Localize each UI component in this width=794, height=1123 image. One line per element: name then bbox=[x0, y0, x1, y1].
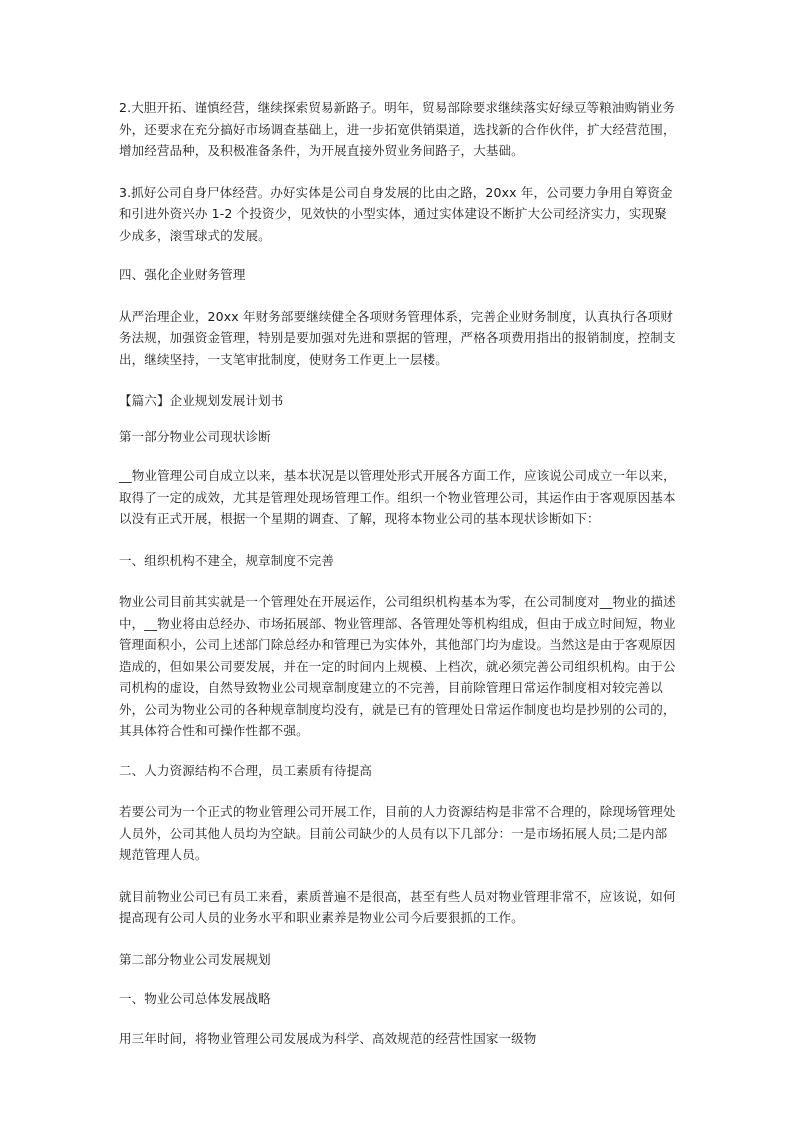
heading-part-two: 第二部分物业公司发展规划 bbox=[119, 951, 271, 967]
heading-finance: 四、强化企业财务管理 bbox=[119, 267, 246, 282]
heading-overall-strategy: 一、物业公司总体发展战略 bbox=[119, 991, 271, 1006]
paragraph-human-resources: 若要公司为一个正式的物业管理公司开展工作，目前的人力资源结构是非常不合理的，除现场管理处人员外，公司其他人员均为空缺。目前公司缺少的人员有以下几部分：一是市场拓展人员;二是内部规范管理人员。 bbox=[119, 804, 676, 862]
paragraph-organization: 物业公司目前其实就是一个管理处在开展运作，公司组织机构基本为零，在公司制度对__物业的描述中，__物业将由总经办、市场拓展部、物业管理部、各管理处等机构组成，但由于成立时间短，物业管理面积小，公司上述部门除总经办和管理已为实体外，其他部门均为虚设。当然这是由于客观原因造成的，但如果公司要发展，并在一定的时间内上规模、上档次，就必须完善公司组织机构。由于公司机构的虚设，自然导致物业公司规章制度建立的不完善，目前除管理日常运作制度相对较完善以外，公司为物业公司的各种规章制度均没有，就是已有的管理处日常运作制度也均是抄别的公司的，其具体符合性和可操作性都不强。 bbox=[119, 594, 676, 738]
paragraph-own-entity: 3.抓好公司自身尸体经营。办好实体是公司自身发展的比由之路，20xx 年，公司要力争用自筹资金和引进外资兴办 1-2 个投资少，见效快的小型实体，通过实体建设不断扩大公司经济实力，实现聚少成多，滚雪球式的发展。 bbox=[119, 184, 673, 243]
heading-human-resources: 二、人力资源结构不合理，员工素质有待提高 bbox=[119, 762, 373, 778]
document-page bbox=[119, 97, 679, 1049]
heading-organization: 一、组织机构不建全，规章制度不完善 bbox=[119, 552, 335, 568]
paragraph-company-status: __物业管理公司自成立以来，基本状况是以管理处形式开展各方面工作，应该说公司成立一年以来，取得了一定的成效，尤其是管理处现场管理工作。组织一个物业管理公司，其运作由于客观原因基本以没有正式开展，根据一个星期的调查、了解，现将本物业公司的基本现状诊断如下： bbox=[119, 468, 676, 526]
heading-chapter-six: 【篇六】企业规划发展计划书 bbox=[119, 393, 284, 408]
paragraph-strategy-start: 用三年时间，将物业管理公司发展成为科学、高效规范的经营性国家一级物 bbox=[119, 1030, 537, 1046]
paragraph-expand-trade: 2.大胆开拓、谨慎经营，继续探索贸易新路子。明年，贸易部除要求继续落实好绿豆等粮油购销业务外，还要求在充分搞好市场调查基础上，进一步拓宽供销渠道，选找新的合作伙伴，扩大经营范围，增加经营品种，及积极准备条件，为开展直接外贸业务间路子，大基础。 bbox=[119, 100, 676, 158]
paragraph-staff-quality: 就目前物业公司已有员工来看，素质普遍不是很高，甚至有些人员对物业管理非常不，应该说，如何提高现有公司人员的业务水平和职业素养是物业公司今后要狠抓的工作。 bbox=[119, 888, 676, 925]
heading-part-one: 第一部分物业公司现状诊断 bbox=[119, 428, 271, 444]
paragraph-finance: 从严治理企业，20xx 年财务部要继续健全各项财务管理体系，完善企业财务制度，认真执行各项财务法规，加强资金管理，特别是要加强对先进和票据的管理，严格各项费用指出的报销制度，控制支出，继续坚持，一支笔审批制度，使财务工作更上一层楼。 bbox=[119, 308, 676, 367]
